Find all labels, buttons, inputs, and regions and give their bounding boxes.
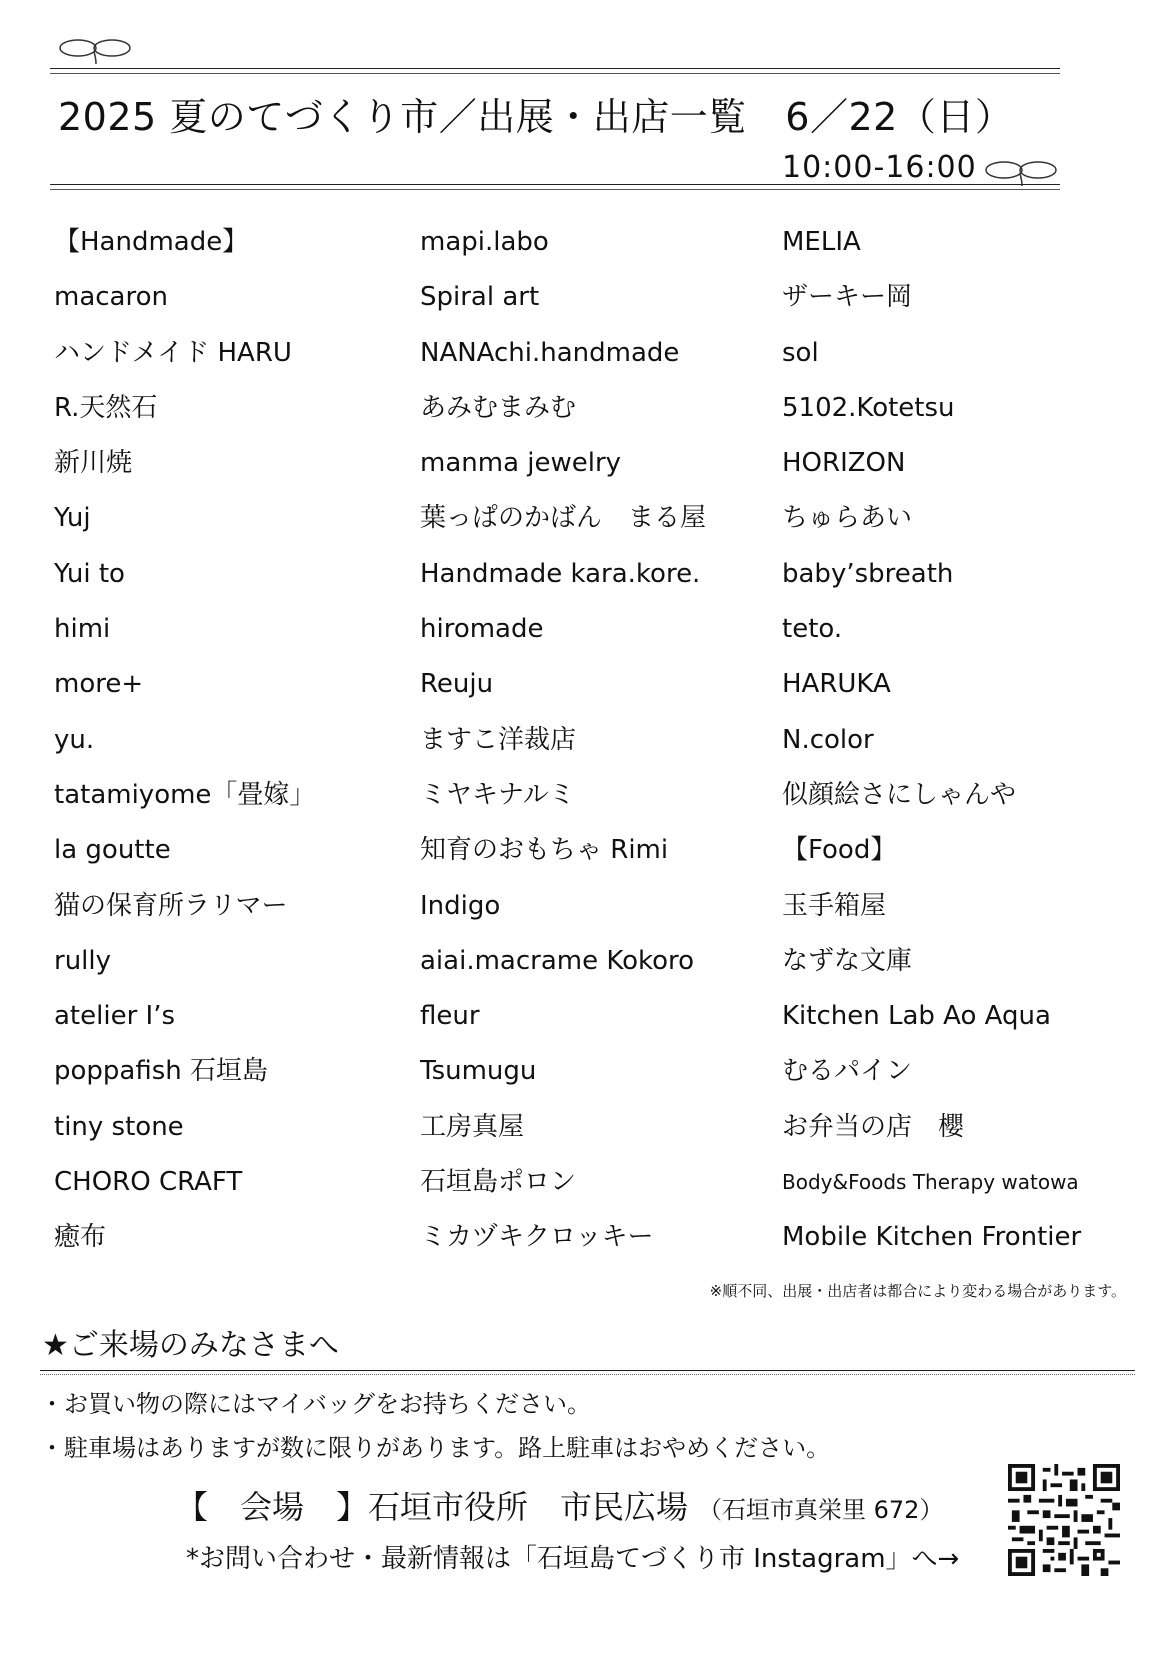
contact-info: *お問い合わせ・最新情報は「石垣島てづくり市 Instagram」へ→ (186, 1544, 960, 1574)
list-item: macaron (54, 282, 168, 313)
list-item: なずな文庫 (782, 945, 913, 976)
vendor-column-1 (54, 224, 315, 1275)
list-item: more+ (54, 669, 144, 700)
list-item: Handmade kara.kore. (420, 558, 701, 589)
disclaimer-note: ※順不同、出展・出店者は都合により変わる場合があります。 (709, 1282, 1126, 1300)
list-item: HORIZON (782, 448, 906, 479)
list-item: 【Food】 (782, 835, 897, 866)
list-item: Mobile Kitchen Frontier (782, 1222, 1082, 1253)
top-rule (50, 68, 1060, 74)
vendor-column-2 (420, 224, 706, 1275)
venue-address: （石垣市真栄里 672） (698, 1496, 944, 1524)
list-item: あみむまみむ (420, 392, 577, 423)
list-item: Reuju (420, 669, 494, 700)
list-item: mapi.labo (420, 227, 549, 257)
list-item: aiai.macrame Kokoro (420, 945, 695, 976)
list-item: himi (54, 614, 111, 645)
list-item: manma jewelry (420, 448, 622, 479)
list-item: ミカヅキクロッキー (420, 1222, 654, 1253)
list-item: rully (54, 945, 112, 976)
list-item: ますこ洋裁店 (420, 724, 577, 755)
notice-line: ・お買い物の際にはマイバッグをお持ちください。 (40, 1390, 592, 1418)
list-item: 玉手箱屋 (782, 890, 887, 921)
list-item: Indigo (420, 890, 501, 921)
list-item: la goutte (54, 835, 171, 866)
list-item: hiromade (420, 614, 544, 645)
list-item: HARUKA (782, 669, 891, 700)
list-item: 似顔絵さにしゃんや (782, 779, 1017, 810)
list-item: N.color (782, 724, 874, 755)
list-item: ハンドメイド HARU (54, 337, 292, 368)
venue-label: 【 会場 】石垣市役所 市民広場 (176, 1488, 689, 1526)
list-item: fleur (420, 1001, 480, 1032)
list-item: Yuj (54, 503, 91, 534)
list-item: yu. (54, 724, 95, 755)
list-item: sol (782, 337, 819, 368)
notice-heading: ★ご来場のみなさまへ (42, 1328, 339, 1363)
list-item: teto. (782, 614, 843, 645)
event-time: 10:00-16:00 (782, 150, 977, 185)
notice-rule (40, 1370, 1135, 1375)
list-item: NANAchi.handmade (420, 337, 680, 368)
list-item: Kitchen Lab Ao Aqua (782, 1001, 1051, 1032)
list-item: Tsumugu (420, 1056, 537, 1087)
list-item: 新川焼 (54, 448, 133, 479)
list-item: tiny stone (54, 1111, 184, 1142)
list-item: お弁当の店 櫻 (782, 1111, 965, 1142)
list-item: 工房真屋 (420, 1111, 525, 1142)
list-item: R.天然石 (54, 392, 158, 423)
vendor-column-3 (782, 224, 1081, 1275)
list-item: 猫の保育所ラリマー (54, 890, 288, 921)
page-title: 2025 夏のてづくり市／出展・出店一覧 6／22（日） (58, 95, 1014, 139)
list-item: 5102.Kotetsu (782, 392, 955, 423)
list-item: 葉っぱのかばん まる屋 (420, 503, 707, 534)
list-item: tatamiyome「畳嫁」 (54, 779, 316, 810)
list-item: 知育のおもちゃ Rimi (420, 835, 669, 866)
list-item: 癒布 (54, 1222, 107, 1253)
qr-code-icon[interactable] (1008, 1464, 1120, 1576)
list-item: MELIA (782, 227, 861, 257)
list-item: poppafish 石垣島 (54, 1056, 269, 1087)
list-item: むるパイン (782, 1056, 913, 1087)
notice-line: ・駐車場はありますが数に限りがあります。路上駐車はおやめください。 (40, 1434, 831, 1462)
venue-info (176, 1482, 943, 1528)
list-item: ザーキー岡 (782, 282, 913, 313)
list-item: atelier I’s (54, 1001, 175, 1032)
list-item: ミヤキナルミ (420, 779, 575, 810)
list-item: 【Handmade】 (54, 227, 249, 257)
list-item: Spiral art (420, 282, 540, 313)
list-item: ちゅらあい (782, 503, 913, 534)
list-item: baby’sbreath (782, 558, 954, 589)
header-rule (50, 184, 1060, 190)
list-item: CHORO CRAFT (54, 1167, 243, 1198)
list-item: Body&Foods Therapy watowa (782, 1170, 1079, 1195)
list-item: Yui to (54, 558, 125, 589)
list-item: 石垣島ポロン (420, 1167, 577, 1198)
sprout-icon (56, 34, 136, 64)
